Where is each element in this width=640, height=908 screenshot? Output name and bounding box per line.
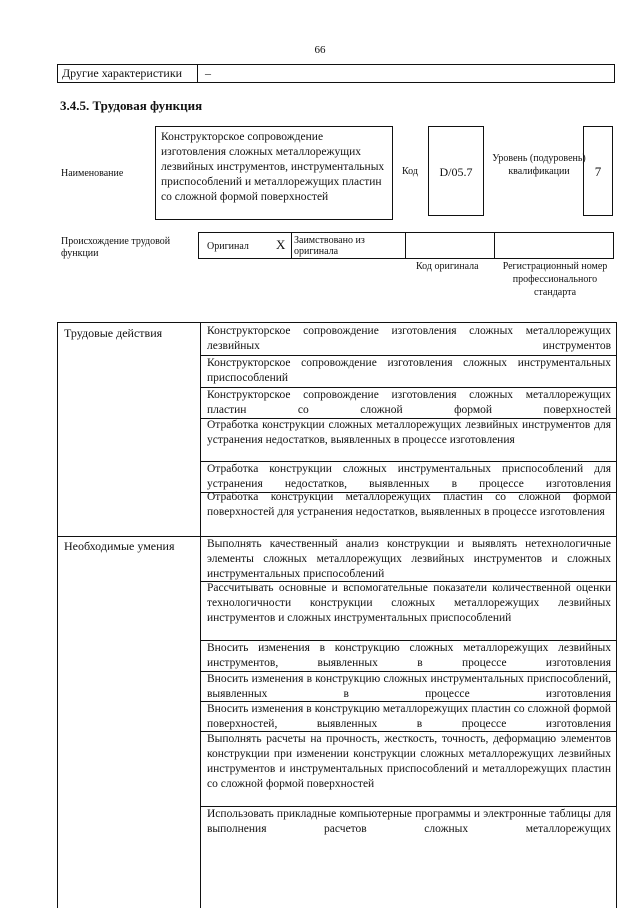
section-title: 3.4.5. Трудовая функция	[60, 98, 203, 113]
level-box	[583, 126, 613, 216]
origin-label: Происхождение трудовой функции	[61, 236, 171, 259]
level-label: Уровень (подуровень) квалификации	[492, 153, 586, 177]
main-table	[57, 322, 617, 908]
original-mark: X	[276, 237, 286, 252]
labor-action-item: Отработка конструкции сложных металлорежущих лезвийных инструментов для устранения недостатков, выявленных в процессе изготовления	[207, 419, 611, 446]
skill-item: Вносить изменения в конструкцию сложных металлорежущих лезвийных инструментов, выявленных в процессе изготовления	[207, 642, 611, 669]
borrowed-label: Заимствовано из оригинала	[294, 235, 365, 257]
original-label: Оригинал	[207, 241, 249, 252]
name-label: Наименование	[61, 168, 124, 179]
labor-action-item: Конструкторское сопровождение изготовления сложных металлорежущих лезвийных инструментов	[207, 325, 611, 352]
skill-item: Выполнять качественный анализ конструкции и выявлять нетехнологичные элементы сложных металлорежущих лезвийных инструментов и сложных инструментальных приспособлений	[207, 538, 611, 580]
function-name: Конструкторское сопровождение изготовления сложных металлорежущих лезвийных инструментов, инструментальных приспособлений и металлорежущих пластин со сложной формой поверхностей	[161, 131, 385, 203]
divider	[197, 65, 198, 82]
reg-number-label: Регистрационный номер профессионального стандарта	[502, 261, 608, 298]
other-characteristics-row	[57, 64, 615, 83]
skills-label: Необходимые умения	[64, 539, 175, 553]
labor-action-item: Конструкторское сопровождение изготовления сложных металлорежущих пластин со сложной формой поверхностей	[207, 389, 611, 416]
skill-item: Выполнять расчеты на прочность, жесткость, точность, деформацию элементов конструкции при изменении конструкции сложных металлорежущих лезвийных инструментов и инструментальных приспособлений и металлорежущих пластин со сложной формой поверхностей	[207, 733, 611, 790]
code-original-cell	[405, 233, 495, 258]
labor-actions-label: Трудовые действия	[64, 326, 163, 340]
labor-action-item: Конструкторское сопровождение изготовления сложных инструментальных приспособлений	[207, 357, 611, 384]
skill-item: Вносить изменения в конструкцию сложных инструментальных приспособлений, выявленных в процессе изготовления	[207, 673, 611, 700]
borrowed-cell	[291, 233, 406, 258]
column-divider	[200, 323, 201, 908]
code-original-label: Код оригинала	[416, 261, 479, 272]
level-value: 7	[594, 164, 602, 179]
name-box	[155, 126, 393, 220]
other-characteristics-value: –	[205, 66, 211, 80]
labor-action-item: Отработка конструкции сложных инструментальных приспособлений для устранения недостатков, выявленных в процессе изготовления	[207, 463, 611, 490]
labor-action-item: Отработка конструкции металлорежущих пластин со сложной формой поверхностей для устранения недостатков, выявленных в процессе изготовления	[207, 491, 611, 518]
skill-item: Рассчитывать основные и вспомогательные показатели количественной оценки технологичности конструкции сложных металлорежущих лезвийных инструментов и сложных инструментальных приспособлений	[207, 582, 611, 624]
page-number: 66	[314, 44, 326, 56]
skill-item: Использовать прикладные компьютерные программы и электронные таблицы для выполнения расчетов сложных металлорежущих	[207, 808, 611, 835]
code-label: Код	[402, 166, 418, 177]
other-characteristics-label: Другие характеристики	[62, 66, 183, 80]
origin-table	[198, 232, 614, 259]
skill-item: Вносить изменения в конструкцию металлорежущих пластин со сложной формой поверхностей, выявленных в процессе изготовления	[207, 703, 611, 730]
reg-number-cell	[494, 233, 613, 258]
code-value: D/05.7	[439, 165, 473, 179]
original-cell	[199, 233, 292, 258]
code-box	[428, 126, 484, 216]
